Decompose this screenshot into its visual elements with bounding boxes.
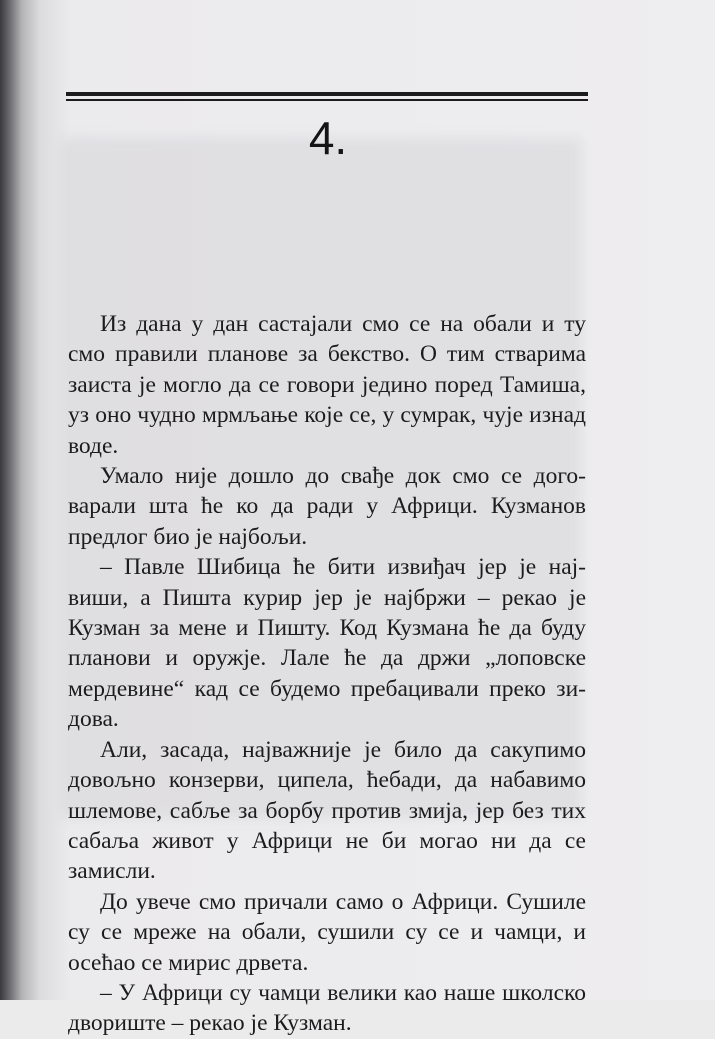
chapter-number: 4. (308, 112, 348, 164)
chapter-text (68, 309, 586, 1039)
paragraph: Али, засада, најважније је било да сакупимо довољно конзерви, ципела, ћебади, да набавимо шлемове, сабље за борбу против змија, јер без тих сабаља живот у Африци не би могао ни да се замисли. (68, 736, 586, 885)
paragraph: Из дана у дан састајали смо се на обали и ту смо правили планове за бекство. О тим стварима заиста је могло да се говори једино поред Тамиша, уз оно чудно мрмљање које се, у сумрак, чује изнад воде. (68, 311, 586, 459)
header-rule-thick (66, 92, 588, 96)
header-rule-thin (66, 99, 588, 101)
paragraph: До увече смо причали само о Африци. Сушиле су се мреже на обали, сушили су се и чамци, и осећао се мирис дрвета. (68, 888, 586, 976)
paragraph: – Павле Шибица ће бити извиђач јер је највиши, а Пишта курир јер је најбржи – рекао је Кузман за мене и Пишту. Код Кузмана ће да буду планови и оружје. Лале ће да држи „лоповске мердевине“ кад се будемо пребацивали преко зидова. (68, 554, 586, 733)
paragraph: Умало није дошло до свађе док смо се договарали шта ће ко да ради у Африци. Кузманов предлог био је најбољи. (68, 463, 586, 550)
paragraph: – У Африци су чамци велики као наше школско двориште – рекао је Кузман. (68, 979, 586, 1037)
